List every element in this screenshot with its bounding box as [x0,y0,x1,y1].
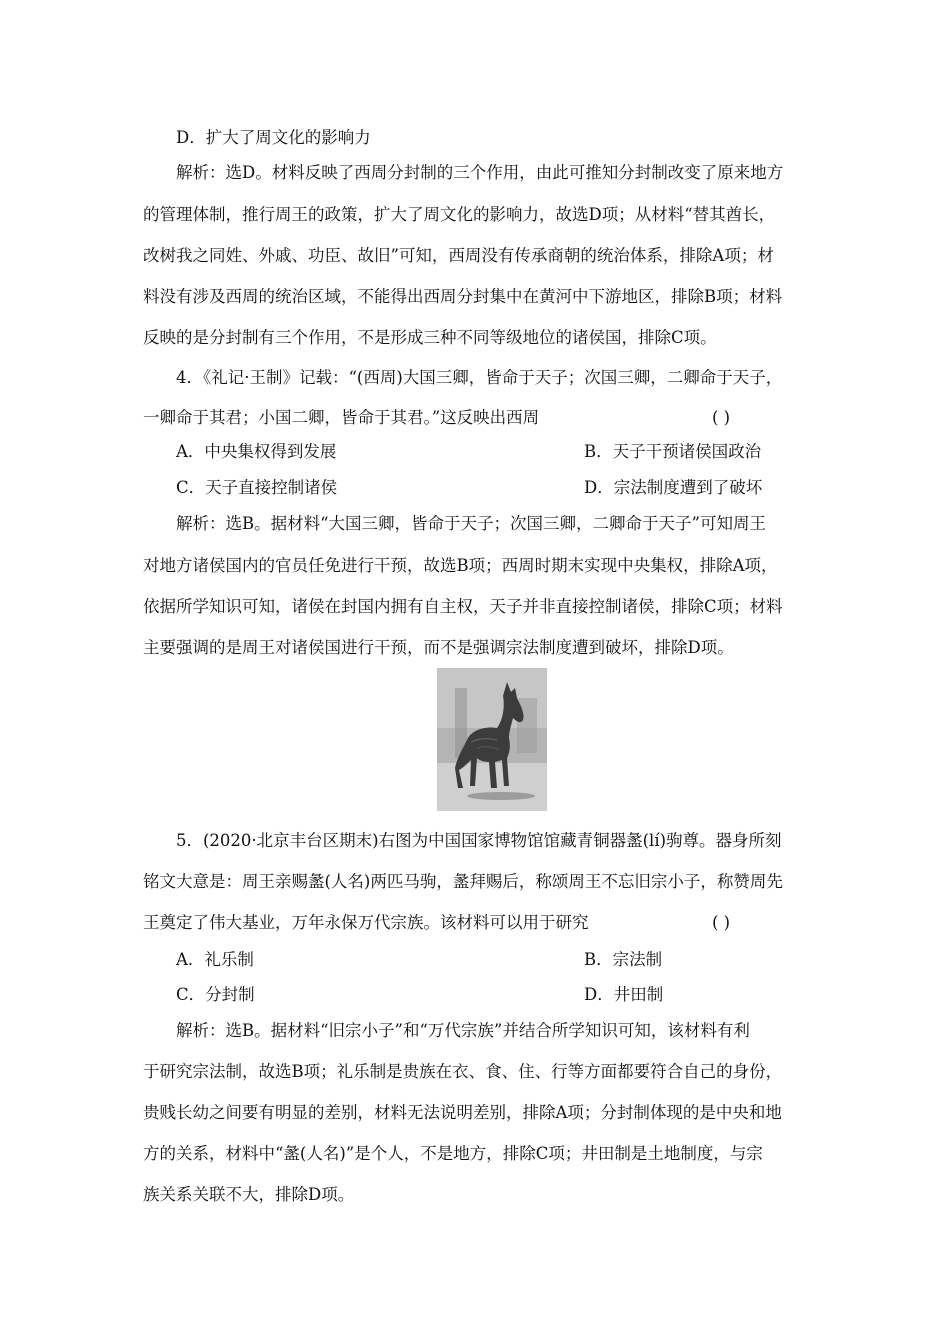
q4-stem-line: 4．《礼记·王制》记载：“(西周)大国三卿，皆命于天子；次国三卿，二卿命于天子， [176,368,783,387]
bronze-horse-photo [437,668,547,811]
q5-analysis-line: 贵贱长幼之间要有明显的差别，材料无法说明差别，排除A项；分封制体现的是中央和地 [143,1103,782,1122]
q3-analysis-line: 的管理体制，推行周王的政策，扩大了周文化的影响力，故选D项；从材料“替其酋长， [143,205,776,224]
q4-option-b: B．天子干预诸侯国政治 [584,442,762,461]
q3-analysis-line: 料没有涉及西周的统治区域，不能得出西周分封集中在黄河中下游地区，排除B项；材料 [143,287,783,306]
q5-option-c: C．分封制 [176,985,255,1004]
q3-analysis-line: 改树我之同姓、外戚、功臣、故旧”可知，西周没有传承商朝的统治体系，排除A项；材 [143,246,774,265]
q5-analysis-line: 族关系关联不大，排除D项。 [143,1185,355,1204]
q5-stem-line: 铭文大意是：周王亲赐盠(人名)两匹马驹，盠拜赐后，称颂周王不忘旧宗小子，称赞周先 [143,872,783,891]
q5-analysis-line: 解析：选B。据材料“旧宗小子”和“万代宗族”并结合所学知识可知，该材料有利 [176,1021,750,1040]
q5-option-d: D．井田制 [584,985,664,1004]
q5-option-a: A．礼乐制 [176,950,254,969]
q5-analysis-line: 方的关系，材料中“盠(人名)”是个人，不是地方，排除C项；井田制是土地制度，与宗 [143,1144,763,1163]
q4-option-c: C．天子直接控制诸侯 [176,478,338,497]
q4-analysis-line: 对地方诸侯国内的官员任免进行干预，故选B项；西周时期末实现中央集权，排除A项， [143,556,778,575]
q5-option-b: B．宗法制 [584,950,663,969]
q3-analysis-line: 解析：选D。材料反映了西周分封制的三个作用，由此可推知分封制改变了原来地方 [176,163,784,182]
q5-stem-line: 王奠定了伟大基业，万年永保万代宗族。该材料可以用于研究 [143,913,589,932]
q3-analysis-line: 反映的是分封制有三个作用，不是形成三种不同等级地位的诸侯国，排除C项。 [143,328,717,347]
q5-answer-bracket: ( ) [712,913,731,932]
q4-stem-line: 一卿命于其君；小国二卿，皆命于其君。”这反映出西周 [143,408,540,427]
q4-analysis-line: 依据所学知识可知，诸侯在封国内拥有自主权，天子并非直接控制诸侯，排除C项；材料 [143,597,783,616]
bronze-horse-image [437,668,547,811]
q4-analysis-line: 主要强调的是周王对诸侯国进行干预，而不是强调宗法制度遭到破坏，排除D项。 [143,638,734,657]
q4-answer-bracket: ( ) [712,408,731,427]
q5-analysis-line: 于研究宗法制，故选B项；礼乐制是贵族在衣、食、住、行等方面都要符合自己的身份， [143,1062,783,1081]
q4-option-a: A．中央集权得到发展 [176,442,337,461]
q4-option-d: D．宗法制度遭到了破坏 [584,478,763,497]
q4-analysis-line: 解析：选B。据材料“大国三卿，皆命于天子；次国三卿，二卿命于天子”可知周王 [176,514,766,533]
q5-stem-line: 5．(2020·北京丰台区期末)右图为中国国家博物馆馆藏青铜器盠(lí)驹尊。器身所刻 [176,831,782,850]
q3-option-d: D．扩大了周文化的影响力 [176,128,371,147]
